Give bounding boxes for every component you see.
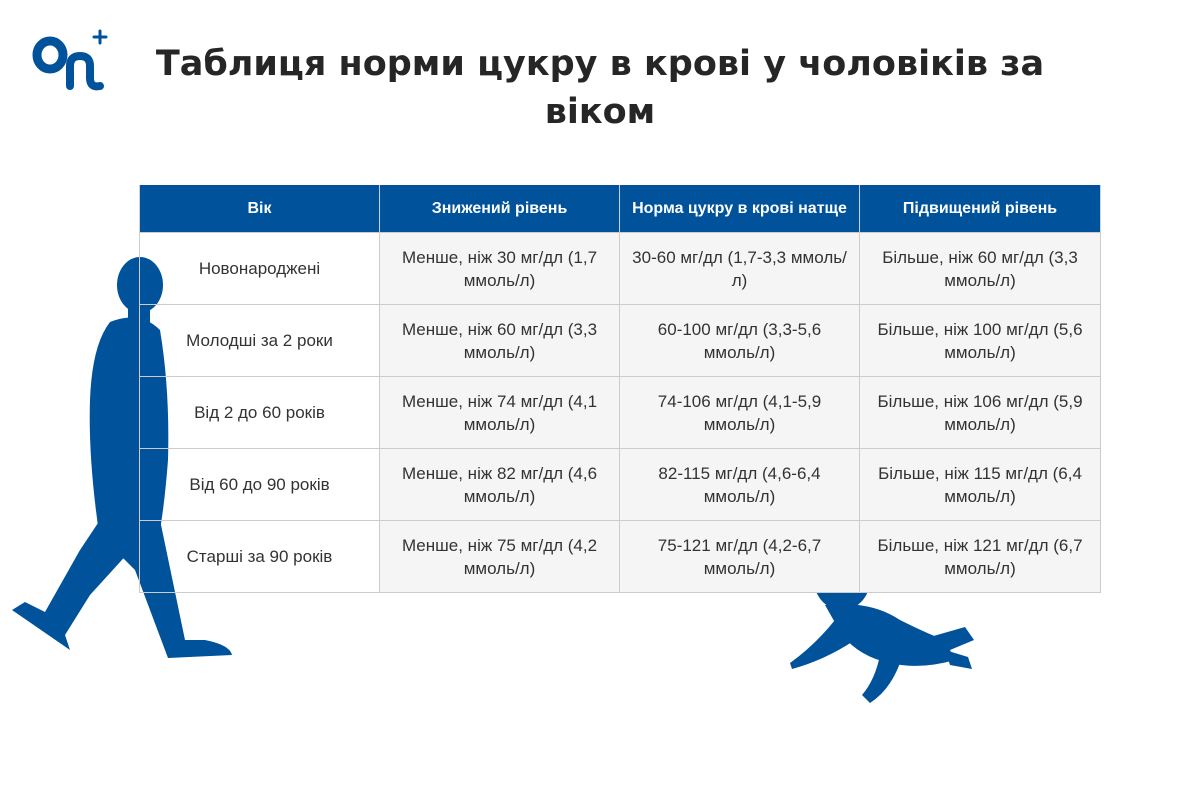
high-level-cell: Більше, ніж 115 мг/дл (6,4 ммоль/л) [860,449,1101,521]
header-high-level: Підвищений рівень [860,185,1101,233]
low-level-cell: Менше, ніж 60 мг/дл (3,3 ммоль/л) [380,305,620,377]
norm-cell: 60-100 мг/дл (3,3-5,6 ммоль/л) [620,305,860,377]
table-row [140,377,1101,449]
on-plus-logo [30,28,110,96]
header-age: Вік [140,185,380,233]
table-row [140,233,1101,305]
high-level-cell: Більше, ніж 60 мг/дл (3,3 ммоль/л) [860,233,1101,305]
table-row [140,449,1101,521]
norm-cell: 30-60 мг/дл (1,7-3,3 ммоль/л) [620,233,860,305]
header-low-level: Знижений рівень [380,185,620,233]
low-level-cell: Менше, ніж 82 мг/дл (4,6 ммоль/л) [380,449,620,521]
high-level-cell: Більше, ніж 121 мг/дл (6,7 ммоль/л) [860,521,1101,593]
norm-cell: 74-106 мг/дл (4,1-5,9 ммоль/л) [620,377,860,449]
header-fasting-norm: Норма цукру в крові натще [620,185,860,233]
age-cell: Молодші за 2 роки [140,305,380,377]
page-title: Таблиця норми цукру в крові у чоловіків за віком [155,44,1045,132]
table-row [140,521,1101,593]
norm-cell: 75-121 мг/дл (4,2-6,7 ммоль/л) [620,521,860,593]
norm-cell: 82-115 мг/дл (4,6-6,4 ммоль/л) [620,449,860,521]
age-cell: Від 60 до 90 років [140,449,380,521]
blood-sugar-norms-table [139,185,1101,593]
high-level-cell: Більше, ніж 100 мг/дл (5,6 ммоль/л) [860,305,1101,377]
high-level-cell: Більше, ніж 106 мг/дл (5,9 ммоль/л) [860,377,1101,449]
table-header-row [140,185,1101,233]
low-level-cell: Менше, ніж 75 мг/дл (4,2 ммоль/л) [380,521,620,593]
table-row [140,305,1101,377]
age-cell: Новонароджені [140,233,380,305]
low-level-cell: Менше, ніж 74 мг/дл (4,1 ммоль/л) [380,377,620,449]
age-cell: Від 2 до 60 років [140,377,380,449]
age-cell: Старші за 90 років [140,521,380,593]
low-level-cell: Менше, ніж 30 мг/дл (1,7 ммоль/л) [380,233,620,305]
